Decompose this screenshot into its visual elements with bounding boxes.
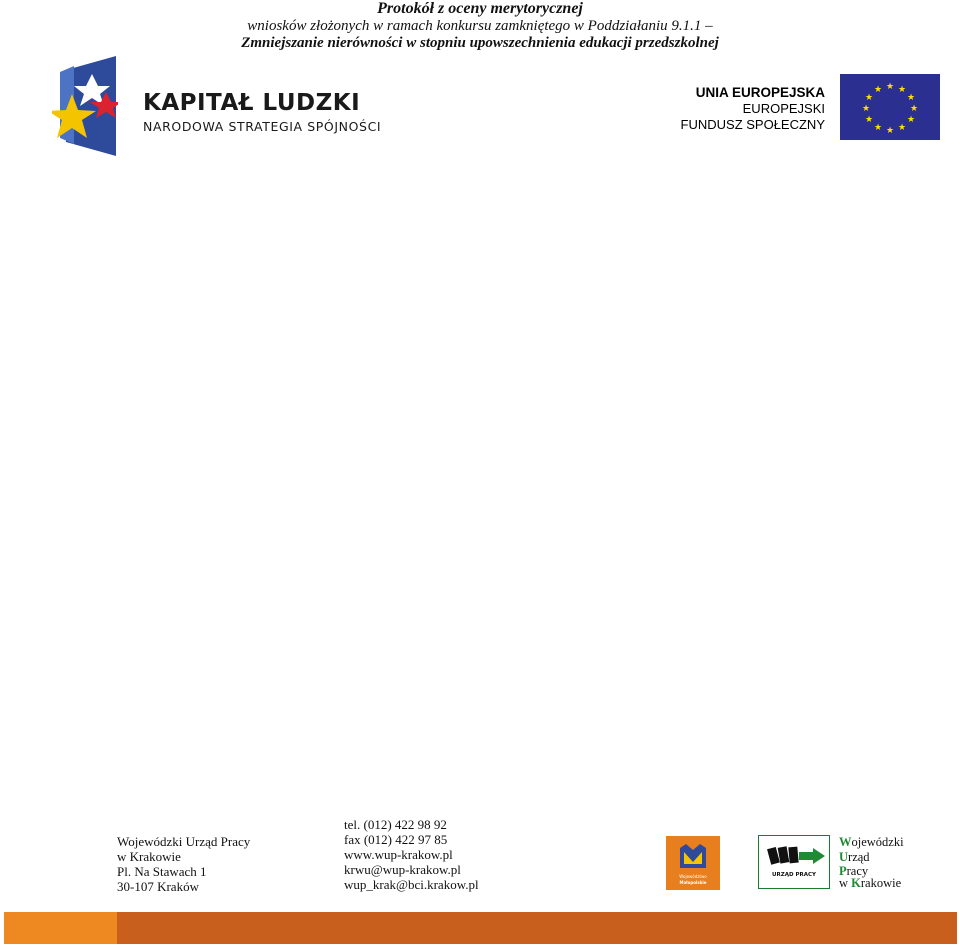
svg-text:★: ★ — [897, 123, 907, 133]
ue-line3: FUNDUSZ SPOŁECZNY — [680, 117, 825, 132]
ue-title: UNIA EUROPEJSKA — [695, 85, 825, 100]
svg-text:★: ★ — [873, 123, 883, 133]
document-title: Protokół z oceny merytorycznej — [377, 0, 583, 17]
wup-text-line1: Wojewódzki — [839, 835, 904, 849]
address-line2: w Krakowie — [117, 849, 181, 864]
svg-text:★: ★ — [861, 104, 871, 114]
eu-flag-icon — [840, 74, 940, 140]
contact-email2[interactable]: wup_krak@bci.krakow.pl — [344, 877, 479, 892]
footer-bar-accent — [4, 912, 117, 944]
contact-www[interactable]: www.wup-krakow.pl — [344, 847, 453, 862]
wup-cards-icon — [759, 836, 829, 888]
address-line1: Wojewódzki Urząd Pracy — [117, 834, 251, 849]
svg-text:★: ★ — [864, 93, 874, 103]
contact-email1[interactable]: krwu@wup-krakow.pl — [344, 862, 461, 877]
malopolska-logo — [666, 836, 720, 890]
program-name: Zmniejszanie nierówności w stopniu upowszechnienia edukacji przedszkolnej — [241, 35, 719, 51]
document-subtitle: wniosków złożonych w ramach konkursu zamkniętego w Poddziałaniu 9.1.1 – — [247, 18, 713, 34]
contact-fax: fax (012) 422 97 85 — [344, 832, 448, 847]
wup-text-line2: Urząd — [839, 850, 870, 864]
kapital-ludzki-title: KAPITAŁ LUDZKI — [143, 90, 361, 116]
contact-tel: tel. (012) 422 98 92 — [344, 817, 447, 832]
svg-text:★: ★ — [885, 82, 895, 92]
wup-text-line3: Pracy — [839, 864, 869, 878]
svg-text:★: ★ — [906, 93, 916, 103]
svg-text:★: ★ — [906, 115, 916, 125]
address-line4: 30-107 Kraków — [117, 879, 199, 894]
malopolska-caption2: Małopolskie — [679, 880, 707, 885]
ue-line2: EUROPEJSKI — [742, 101, 825, 116]
svg-text:★: ★ — [873, 85, 883, 95]
malopolska-caption1: Województwo — [679, 874, 707, 879]
wup-logo — [758, 835, 830, 889]
svg-text:★: ★ — [909, 104, 919, 114]
svg-text:★: ★ — [897, 85, 907, 95]
wup-box-label: URZĄD PRACY — [772, 872, 816, 878]
svg-text:★: ★ — [885, 126, 895, 136]
wup-text-line4: w Krakowie — [839, 876, 902, 890]
footer-bar — [117, 912, 957, 944]
svg-text:★: ★ — [864, 115, 874, 125]
address-line3: Pl. Na Stawach 1 — [117, 864, 207, 879]
kapital-ludzki-subtitle: NARODOWA STRATEGIA SPÓJNOŚCI — [143, 119, 382, 134]
malopolska-crest-icon — [666, 836, 720, 890]
kapital-ludzki-logo-icon — [52, 56, 118, 158]
